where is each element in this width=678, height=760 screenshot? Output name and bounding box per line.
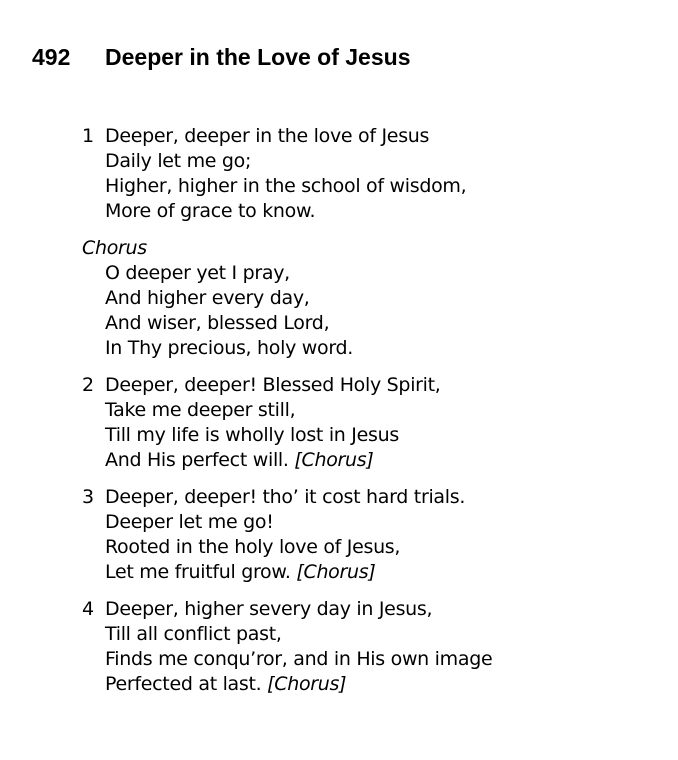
lyric-line: More of grace to know. bbox=[105, 200, 316, 222]
lyric-line: Finds me conqu’ror, and in His own image bbox=[105, 648, 493, 670]
stanza-number: 4 bbox=[82, 598, 94, 620]
lyric-line: Higher, higher in the school of wisdom, bbox=[105, 175, 467, 197]
hymn-title: Deeper in the Love of Jesus bbox=[105, 44, 411, 70]
stanza-number: 1 bbox=[82, 125, 94, 147]
lyric-line: Daily let me go; bbox=[105, 150, 252, 172]
lyric-line: Deeper, deeper in the love of Jesus bbox=[105, 125, 430, 147]
chorus bbox=[82, 236, 492, 361]
hymn-number: 492 bbox=[32, 44, 71, 70]
hymn-header bbox=[32, 44, 410, 71]
lyric-line: Deeper, higher severy day in Jesus, bbox=[105, 598, 433, 620]
lyric-line: Perfected at last. bbox=[105, 673, 262, 695]
stanza-1 bbox=[82, 124, 492, 224]
lyric-line: And His perfect will. bbox=[105, 449, 289, 471]
lyric-line: Deeper let me go! bbox=[105, 511, 274, 533]
chorus-line: And higher every day, bbox=[105, 287, 310, 309]
stanza-4 bbox=[82, 597, 492, 697]
chorus-heading: Chorus bbox=[82, 237, 147, 259]
stanza-2 bbox=[82, 373, 492, 473]
hymn-body bbox=[82, 124, 492, 709]
stanza-number: 3 bbox=[82, 486, 94, 508]
lyric-line: Rooted in the holy love of Jesus, bbox=[105, 536, 401, 558]
chorus-line: In Thy precious, holy word. bbox=[105, 337, 354, 359]
chorus-reference: [Chorus] bbox=[294, 449, 374, 471]
chorus-reference: [Chorus] bbox=[267, 673, 347, 695]
lyric-line: Let me fruitful grow. bbox=[105, 561, 291, 583]
lyric-line: Deeper, deeper! tho’ it cost hard trials. bbox=[105, 486, 466, 508]
chorus-line: And wiser, blessed Lord, bbox=[105, 312, 330, 334]
chorus-line: O deeper yet I pray, bbox=[105, 262, 290, 284]
lyric-line: Deeper, deeper! Blessed Holy Spirit, bbox=[105, 374, 441, 396]
stanza-number: 2 bbox=[82, 374, 94, 396]
lyric-line: Till my life is wholly lost in Jesus bbox=[105, 424, 399, 446]
chorus-reference: [Chorus] bbox=[296, 561, 376, 583]
stanza-3 bbox=[82, 485, 492, 585]
lyric-line: Till all conflict past, bbox=[105, 623, 282, 645]
lyric-line: Take me deeper still, bbox=[105, 399, 296, 421]
